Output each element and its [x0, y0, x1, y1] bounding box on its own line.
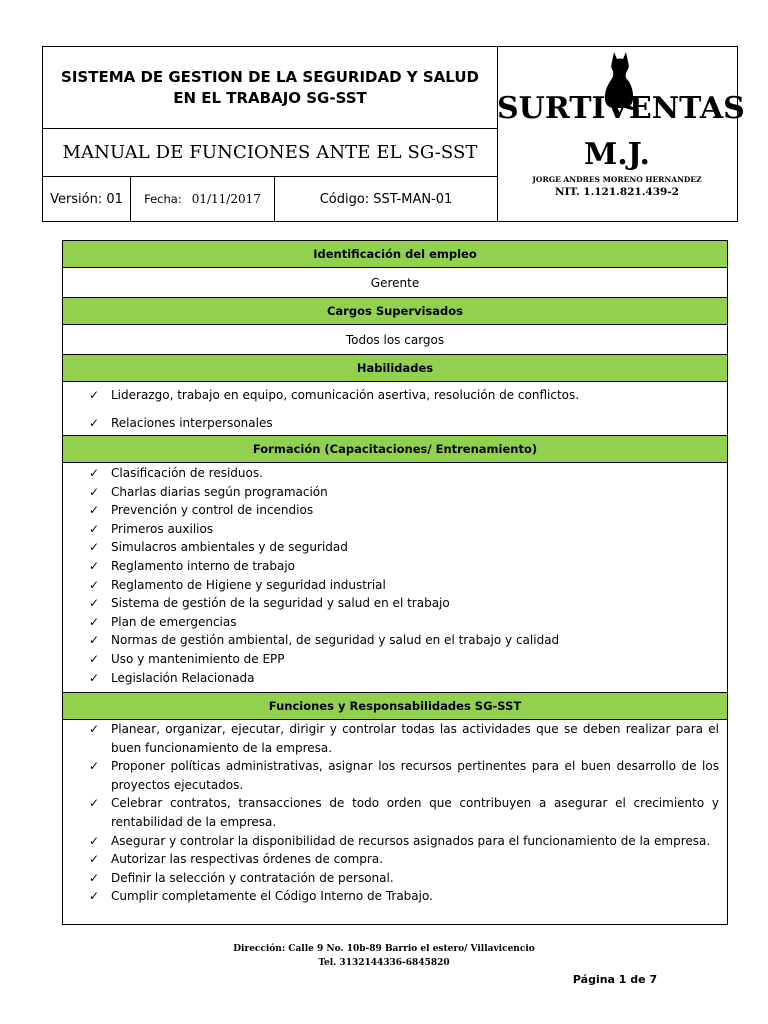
checkmark-icon: ✓ — [89, 796, 100, 811]
list-item: ✓ Normas de gestión ambiental, de seguridad y salud en el trabajo y calidad — [63, 631, 727, 650]
checkmark-icon: ✓ — [89, 670, 100, 685]
list-item: ✓ Plan de emergencias — [63, 613, 727, 632]
list-item: ✓ Relaciones interpersonales — [63, 414, 727, 433]
list-item: ✓ Reglamento interno de trabajo — [63, 557, 727, 576]
list-item: ✓ Legislación Relacionada — [63, 669, 727, 688]
checkmark-icon: ✓ — [89, 596, 100, 611]
code-label: Código: SST-MAN-01 — [319, 191, 453, 207]
meta-row — [43, 177, 497, 221]
date-value: 01/11/2017 — [191, 192, 261, 206]
list-item: ✓ Uso y mantenimiento de EPP — [63, 650, 727, 669]
page-number: Página 1 de 7 — [572, 973, 658, 986]
list-item: ✓ Sistema de gestión de la seguridad y salud en el trabajo — [63, 594, 727, 613]
version-label: Versión: 01 — [43, 177, 131, 221]
supervised-value: Todos los cargos — [63, 325, 727, 355]
checkmark-icon: ✓ — [89, 415, 100, 430]
checkmark-icon: ✓ — [89, 388, 100, 402]
job-title-value: Gerente — [63, 268, 727, 298]
header-left — [43, 47, 498, 221]
checkmark-icon: ✓ — [89, 577, 100, 592]
checkmark-icon: ✓ — [89, 558, 100, 573]
training-list — [63, 463, 727, 693]
checkmark-icon: ✓ — [89, 466, 100, 480]
job-description-table — [62, 240, 728, 925]
section-habilidades: Habilidades — [63, 355, 727, 382]
brand-name: SURTIVENTAS — [497, 91, 745, 126]
footer-address: Dirección: Calle 9 No. 10b-89 Barrio el estero/ Villavicencio — [233, 944, 535, 954]
list-item: ✓ Autorizar las respectivas órdenes de compra. — [63, 850, 727, 869]
owner-name: JORGE ANDRES MORENO HERNANDEZ — [532, 175, 702, 184]
footer-phone: Tel. 3132144336-6845820 — [318, 958, 450, 968]
checkmark-icon: ✓ — [89, 651, 100, 666]
document-header — [42, 46, 745, 222]
checkmark-icon: ✓ — [89, 722, 100, 736]
checkmark-icon: ✓ — [89, 521, 100, 536]
checkmark-icon: ✓ — [89, 759, 100, 774]
list-item: ✓ Simulacros ambientales y de seguridad — [63, 538, 727, 557]
list-item: ✓ Primeros auxilios — [63, 520, 727, 539]
checkmark-icon: ✓ — [89, 852, 100, 867]
checkmark-icon: ✓ — [89, 540, 100, 555]
list-item: ✓ Celebrar contratos, transacciones de todo orden que contribuyen a asegurar el crecimiento y rentabilidad de la empresa. — [63, 794, 727, 831]
checkmark-icon: ✓ — [89, 870, 100, 885]
responsibilities-list — [63, 720, 727, 924]
section-identificacion: Identificación del empleo — [63, 241, 727, 268]
list-item: ✓ Prevención y control de incendios — [63, 501, 727, 520]
checkmark-icon: ✓ — [89, 889, 100, 904]
list-item: ✓ Asegurar y controlar la disponibilidad de recursos asignados para el funcionamiento de la empresa. — [63, 832, 727, 851]
system-title: SISTEMA DE GESTION DE LA SEGURIDAD Y SALUD EN EL TRABAJO SG-SST — [43, 47, 497, 129]
list-item: ✓ Proponer políticas administrativas, asignar los recursos pertinentes para el buen desarrollo de los proyectos ejecutados. — [63, 757, 727, 794]
list-item: ✓ Charlas diarias según programación — [63, 483, 727, 502]
checkmark-icon: ✓ — [89, 503, 100, 518]
brand-initials: M.J. — [584, 137, 650, 172]
section-funciones: Funciones y Responsabilidades SG-SST — [63, 693, 727, 720]
brand-block — [497, 47, 745, 221]
list-item: ✓ Liderazgo, trabajo en equipo, comunicación asertiva, resolución de conflictos. — [63, 386, 727, 405]
section-formacion: Formación (Capacitaciones/ Entrenamiento) — [63, 436, 727, 463]
checkmark-icon: ✓ — [89, 833, 100, 848]
checkmark-icon: ✓ — [89, 484, 100, 499]
list-item: ✓ Cumplir completamente el Código Interno de Trabajo. — [63, 887, 727, 906]
skills-list — [63, 382, 727, 436]
date-label: Fecha: — [144, 192, 182, 206]
list-item: ✓ Reglamento de Higiene y seguridad industrial — [63, 576, 727, 595]
list-item: ✓ Definir la selección y contratación de personal. — [63, 869, 727, 888]
nit-number: NIT. 1.121.821.439-2 — [555, 186, 679, 198]
section-cargos: Cargos Supervisados — [63, 298, 727, 325]
date-cell — [131, 177, 275, 221]
list-item: ✓ Planear, organizar, ejecutar, dirigir y controlar todas las actividades que se deben realizar para el buen funcionamiento de la empresa. — [63, 720, 727, 757]
checkmark-icon: ✓ — [89, 614, 100, 629]
checkmark-icon: ✓ — [89, 633, 100, 648]
manual-title: MANUAL DE FUNCIONES ANTE EL SG-SST — [43, 129, 497, 177]
list-item: ✓ Clasificación de residuos. — [63, 464, 727, 483]
